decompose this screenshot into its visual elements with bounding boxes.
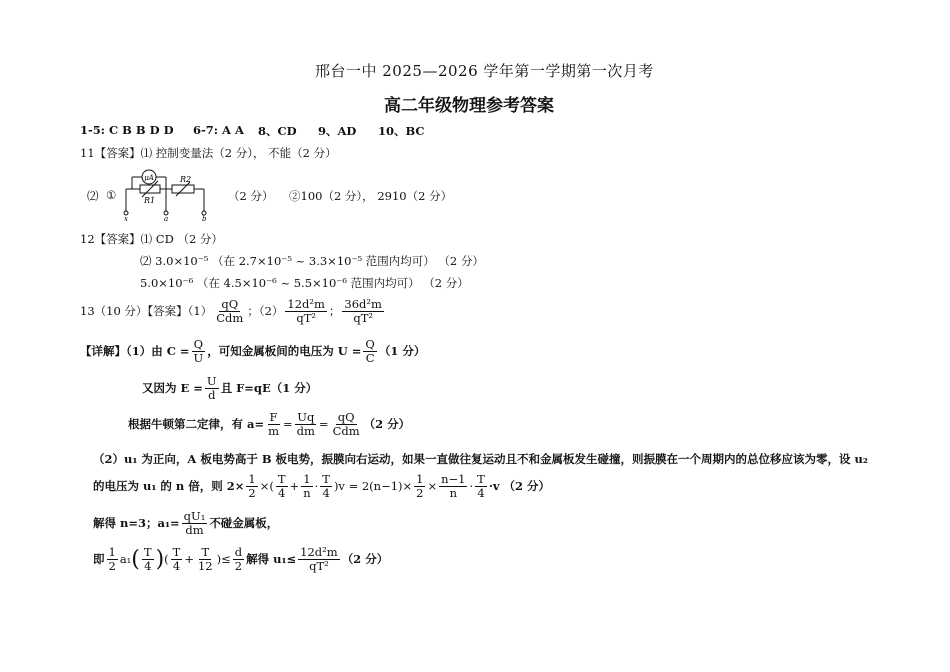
q12-line3: 5.0×10⁻⁶ （在 4.5×10⁻⁶ ~ 5.5×10⁻⁶ 范围内均可） （2 分） <box>140 276 469 290</box>
a-label: a <box>164 215 169 221</box>
q11-score-1: （2 分） <box>228 189 274 203</box>
q11-circuit-label: ① <box>106 188 117 202</box>
meter-label: μA <box>144 174 154 182</box>
q12-line1: 12【答案】⑴ CD （2 分） <box>80 232 223 246</box>
mc-answers-1-5: 1-5: C B B D D <box>80 123 174 137</box>
q13-detail-line3: 根据牛顿第二定律，有 a= $\frac{F}{m}$ = $\frac{Uq}{dm}$ = qQ Cdm （2 分） <box>128 410 411 438</box>
q13-mid: ；（2） <box>247 304 284 319</box>
r1-label: R1 <box>144 196 156 205</box>
q13-ans3-fraction: 36d²m qT² <box>344 297 382 325</box>
q13-detail-line1: 【详解】（1）由 C = $\frac{Q}{U}$ ，可知金属板间的电压为 U = $\frac{Q}{C}$ （1 分） <box>80 337 426 365</box>
q13-prefix: 13（10 分）【答案】（1） <box>80 304 213 319</box>
q13-sep: ； <box>328 304 341 319</box>
doc-title: 高二年级物理参考答案 <box>384 96 554 116</box>
q12-line2: ⑵ 3.0×10⁻⁵ （在 2.7×10⁻⁵ ~ 3.3×10⁻⁵ 范围内均可） （2 分） <box>140 254 484 268</box>
q11-circuit-diagram <box>120 163 220 221</box>
q13-answer-line <box>80 298 386 324</box>
q13-detail-line2: 又因为 E = $\frac{U}{d}$ 且 F=qE（1 分） <box>142 374 318 402</box>
b-label: b <box>202 215 207 221</box>
q13-detail-line7: 即 1 2 a₁ ( T 4 ) ( T 4 + $\frac{T}{12}$ ) ≤ $\frac{d}{2}$ 解得 u₁≤ $\frac{\text{12d²m}}{\text{qT²}}$ （2 分） <box>93 545 389 573</box>
mc-answer-8: 8、CD <box>258 124 297 138</box>
q11-line1: 11【答案】⑴ 控制变量法（2 分）， 不能（2 分） <box>80 146 337 160</box>
mc-answers-6-7: 6-7: A A <box>193 123 244 137</box>
mc-answer-10: 10、BC <box>378 124 425 138</box>
x-label: x <box>124 215 128 221</box>
q13-detail-line4: （2）u₁ 为正向，A 板电势高于 B 板电势，振膜向右运动，如果一直做往复运动且不和金属板发生碰撞，则振膜在一个周期内的总位移应该为零，设 u₂ <box>93 452 868 466</box>
school-title: 邢台一中 2025—2026 学年第一学期第一次月考 <box>315 62 654 80</box>
q11-part2-label: ⑵ <box>87 189 99 203</box>
q13-ans2-fraction: 12d²m qT² <box>287 297 325 325</box>
q13-detail-line5: 的电压为 u₁ 的 n 倍，则 2× $\frac{1}{2}$ ×( T 4 + $\frac{1}{n}$ · T 4 )v = 2(n−1)× $\frac{1}{2}$ × $\frac{n-1}{n}$ · T 4 ·v （2 分） <box>93 472 551 500</box>
r2-label: R2 <box>180 175 192 184</box>
q13-ans1-fraction: qQ Cdm <box>216 297 244 325</box>
q11-part2-answer: ②100（2 分）， 2910（2 分） <box>289 189 453 203</box>
mc-answer-9: 9、AD <box>318 124 357 138</box>
q13-detail-line6: 解得 n=3；a₁= $\frac{\text{qU₁}}{dm}$ 不碰金属板， <box>93 509 279 537</box>
